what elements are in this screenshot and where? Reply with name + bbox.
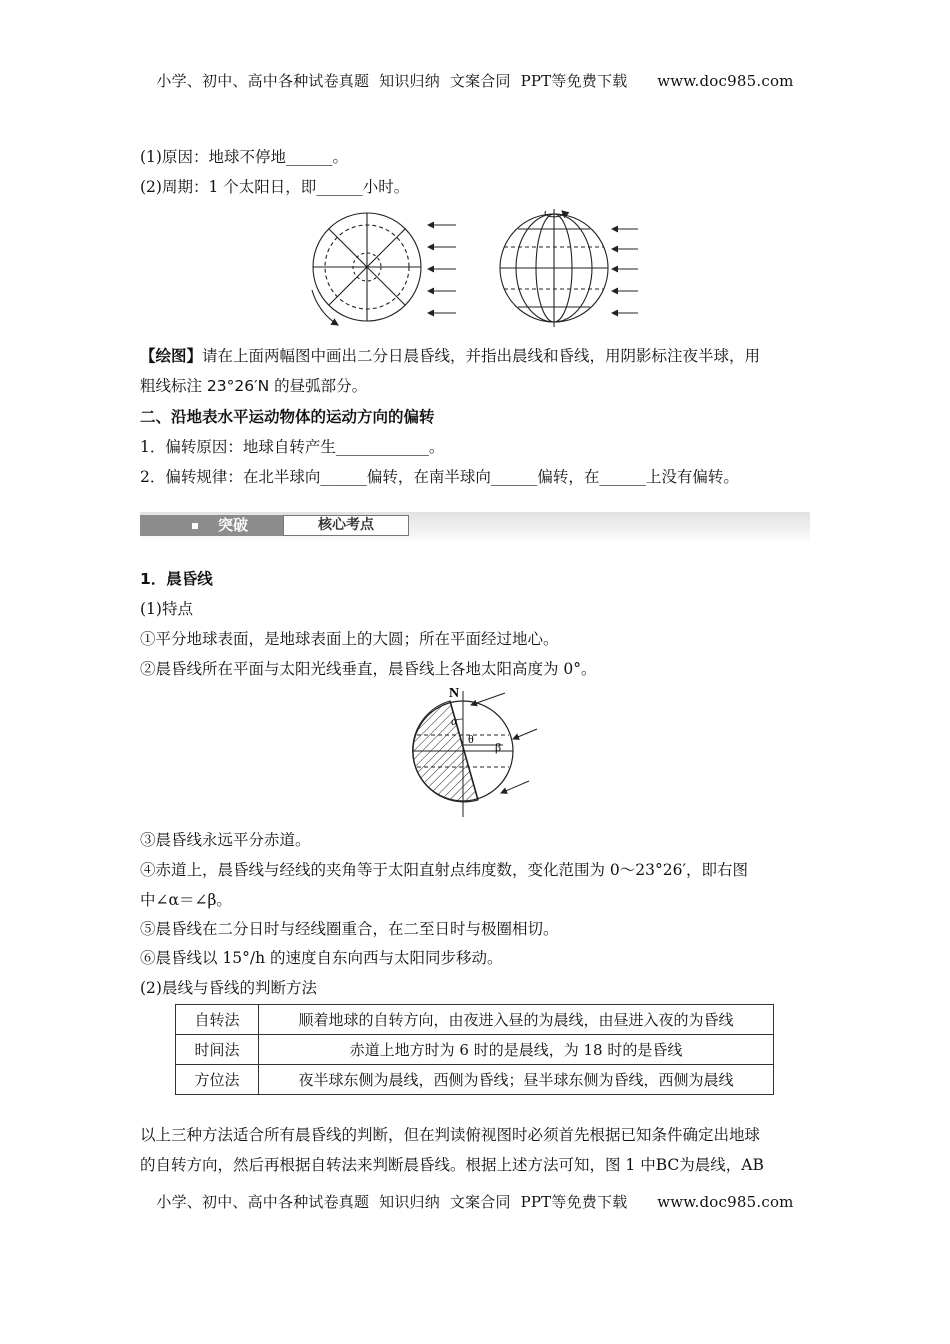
globe-diagrams (300, 205, 660, 335)
side-view-globe (500, 209, 608, 327)
sunlight-arrows-left (428, 225, 456, 313)
feature-6: ⑥晨昏线以 15°/h 的速度自东向西与太阳同步移动。 (140, 949, 503, 967)
table-row (176, 1035, 774, 1065)
polar-view-globe (312, 213, 421, 325)
page-footer: 小学、初中、高中各种试卷真题 知识归纳 文案合同 PPT等免费下载 www.doc985.com (156, 1193, 794, 1211)
drawing-task-label: 【绘图】 (140, 347, 203, 365)
table-row (176, 1005, 774, 1035)
deflection-cause-item: 1．偏转原因：地球自转产生____________。 (140, 438, 445, 456)
feature-4-line2: 中∠α＝∠β。 (140, 891, 232, 909)
drawing-task-text: 请在上面两幅图中画出二分日晨昏线，并指出晨线和昏线，用阴影标注夜半球，用 (202, 347, 761, 365)
terminator-angle-diagram (405, 683, 545, 823)
label-n: N (449, 686, 460, 701)
table-row (176, 1065, 774, 1095)
label-beta: β (495, 740, 502, 754)
sunlight-arrows-right (612, 229, 638, 313)
judgment-methods-sub: (2)晨线与昏线的判断方法 (140, 979, 317, 997)
feature-3: ③晨昏线永远平分赤道。 (140, 831, 311, 849)
banner-dark-label: 突破 (218, 516, 249, 534)
method-desc: 顺着地球的自转方向，由夜进入昼的为晨线，由昼进入夜的为昏线 (259, 1005, 774, 1035)
terminator-heading: 1．晨昏线 (140, 570, 213, 588)
closing-line2: 的自转方向，然后再根据自转法来判断晨昏线。根据上述方法可知，图 1 中BC为晨线，AB (140, 1156, 764, 1174)
method-desc: 赤道上地方时为 6 时的是晨线，为 18 时的是昏线 (259, 1035, 774, 1065)
terminator-features-sub: (1)特点 (140, 600, 193, 618)
method-desc: 夜半球东侧为晨线，西侧为昏线；昼半球东侧为昏线，西侧为晨线 (259, 1065, 774, 1095)
deflection-rule-item: 2．偏转规律：在北半球向______偏转，在南半球向______偏转，在______上没有偏转。 (140, 468, 739, 486)
label-theta: θ (468, 732, 474, 746)
feature-1: ①平分地球表面，是地球表面上的大圆；所在平面经过地心。 (140, 630, 559, 648)
rotation-cause-item: (1)原因：地球不停地______。 (140, 148, 348, 166)
drawing-task-line1 (140, 344, 760, 366)
square-bullet-icon (192, 523, 198, 529)
banner-light-label: 核心考点 (283, 515, 409, 536)
closing-line1: 以上三种方法适合所有晨昏线的判断，但在判读俯视图时必须首先根据已知条件确定出地球 (140, 1126, 761, 1144)
section-banner (140, 512, 810, 542)
section2-title: 二、沿地表水平运动物体的运动方向的偏转 (140, 408, 435, 426)
method-name: 自转法 (176, 1005, 259, 1035)
banner-dark-tab (140, 515, 283, 536)
method-name: 方位法 (176, 1065, 259, 1095)
page-header: 小学、初中、高中各种试卷真题 知识归纳 文案合同 PPT等免费下载 www.doc985.com (156, 72, 794, 90)
label-alpha: α (451, 714, 458, 728)
feature-4-line1: ④赤道上，晨昏线与经线的夹角等于太阳直射点纬度数，变化范围为 0～23°26′，即右图 (140, 861, 749, 879)
feature-5: ⑤晨昏线在二分日时与经线圈重合，在二至日时与极圈相切。 (140, 920, 559, 938)
drawing-task-line2: 粗线标注 23°26′N 的昼弧部分。 (140, 377, 368, 395)
rotation-period-item: (2)周期：1 个太阳日，即______小时。 (140, 178, 410, 196)
feature-2: ②晨昏线所在平面与太阳光线垂直，晨昏线上各地太阳高度为 0°。 (140, 660, 597, 678)
methods-table (175, 1004, 774, 1095)
method-name: 时间法 (176, 1035, 259, 1065)
